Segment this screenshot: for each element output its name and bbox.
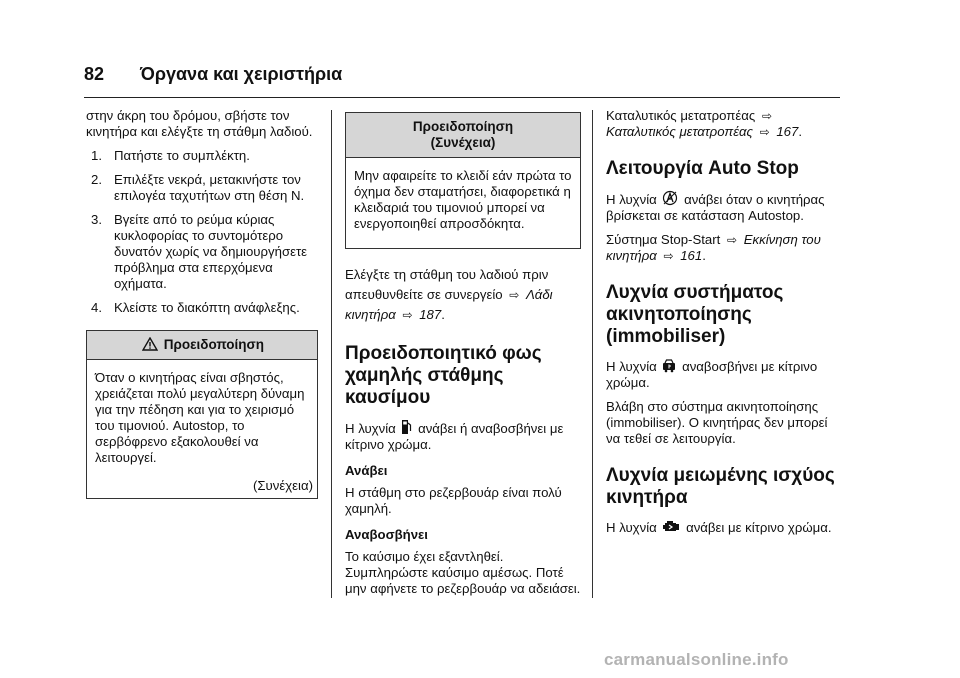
lit-text: Η στάθμη στο ρεζερβουάρ είναι πολύ χαμηλή. (345, 485, 562, 516)
column-left (86, 108, 318, 499)
header-rule (84, 97, 840, 98)
warning-triangle-icon (142, 337, 158, 351)
watermark: carmanualsonline.info (604, 650, 789, 669)
immobiliser-text (606, 358, 842, 391)
catalytic-text: Καταλυτικός μετατροπέας ⇨ Καταλυτικός μετατροπέας ⇨ 167. (606, 108, 803, 139)
list-item (86, 172, 318, 204)
fuel-text-start: Η λυχνία (345, 421, 396, 436)
autostop-text-end: ανάβει όταν ο κινητήρας βρίσκεται σε κατάσταση Autostop. (606, 192, 825, 223)
column-middle (345, 108, 581, 605)
column-divider (592, 110, 593, 598)
warning-title-continued: (Συνέχεια) (430, 135, 496, 150)
step-number: 3. (91, 212, 102, 227)
flash-heading: Αναβοσβήνει (345, 527, 428, 542)
step-number: 1. (91, 148, 102, 163)
warning-title: Προειδοποίηση (412, 119, 514, 134)
warning-box-header (346, 113, 580, 158)
reference-link[interactable]: Εκκίνηση του κινητήρα (606, 232, 821, 263)
reference-arrow-icon: ⇨ (761, 109, 772, 123)
immobiliser-text-start: Η λυχνία (606, 359, 657, 374)
step-text: Κλείστε το διακόπτη ανάφλεξης. (114, 300, 300, 315)
fuel-warning-heading: Προειδοποιητικό φως χαμηλής στάθμης καυσίμου (345, 343, 542, 408)
page-title: Όργανα και χειριστήρια (140, 64, 343, 84)
car-key-icon (662, 358, 676, 373)
reduced-power-heading: Λυχνία μειωμένης ισχύος κινητήρα (606, 465, 835, 508)
list-item (86, 212, 318, 292)
reference-arrow-icon: ⇨ (726, 233, 738, 247)
reduced-power-engine-icon (662, 519, 680, 534)
step-text: Πατήστε το συμπλέκτη. (114, 148, 250, 163)
autostop-text-start: Η λυχνία (606, 192, 657, 207)
step-number: 2. (91, 172, 102, 187)
reference-page[interactable]: 187 (419, 307, 442, 322)
column-right (606, 108, 842, 544)
reference-arrow-icon: ⇨ (402, 308, 413, 322)
reference-arrow-icon: ⇨ (663, 249, 674, 263)
continued-label: (Συνέχεια) (253, 478, 313, 493)
page-header (84, 64, 840, 98)
reduced-power-text-end: ανάβει με κίτρινο χρώμα. (686, 520, 832, 535)
warning-box-continued (345, 112, 581, 249)
warning-box-body (87, 360, 317, 478)
autostop-heading: Λειτουργία Auto Stop (606, 158, 799, 179)
autostop-a-icon (662, 190, 678, 206)
fuel-warning-text (345, 419, 581, 453)
reference-page[interactable]: 161 (680, 248, 703, 263)
reference-link[interactable]: Καταλυτικός μετατροπέας (606, 124, 753, 139)
catalytic-sentence: Καταλυτικός μετατροπέας (606, 108, 756, 123)
warning-box-body (346, 158, 580, 248)
warning-text: Όταν ο κινητήρας είναι σβηστός, χρειάζεται πολύ μεγαλύτερη δύναμη για την πέδηση και για το χειρισμό του τιμονιού. Autostop, το σερβόφρενο εξακολουθεί να λειτουργεί. (95, 370, 305, 465)
autostop-text (606, 190, 842, 224)
oil-check-text: Ελέγξτε τη στάθμη του λαδιού πριν απευθυνθείτε σε συνεργείο ⇨ Λάδι κινητήρα ⇨ 187. (345, 265, 581, 325)
warning-box (86, 330, 318, 499)
warning-text: Μην αφαιρείτε το κλειδί εάν πρώτα το όχημα δεν σταματήσει, διαφορετικά η κλειδαριά του τιμονιού μπορεί να ενεργοποιηθεί απροσδόκητα. (354, 168, 572, 231)
step-text: Βγείτε από το ρεύμα κύριας κυκλοφορίας το συντομότερο δυνατόν χωρίς να δημιουργήσετε πρόβλημα στα επερχόμενα οχήματα. (114, 212, 308, 291)
fuel-pump-icon (401, 419, 412, 435)
stopstart-text: Σύστημα Stop-Start ⇨ Εκκίνηση του κινητήρα ⇨ 161. (606, 232, 821, 263)
column-divider (331, 110, 332, 598)
reference-page[interactable]: 167 (776, 124, 799, 139)
page-number: 82 (84, 64, 105, 84)
oil-check-sentence: Ελέγξτε τη στάθμη του λαδιού πριν απευθυνθείτε σε συνεργείο (345, 267, 549, 302)
fuel-text-end: ανάβει ή αναβοσβήνει με κίτρινο χρώμα. (345, 421, 564, 452)
list-item (86, 300, 318, 316)
warning-box-header (87, 331, 317, 360)
reference-link[interactable]: Λάδι κινητήρα (345, 287, 553, 322)
reduced-power-text-start: Η λυχνία (606, 520, 657, 535)
steps-list (86, 148, 318, 316)
step-number: 4. (91, 300, 102, 315)
lit-heading: Ανάβει (345, 463, 388, 478)
immobiliser-heading: Λυχνία συστήματος ακινητοποίησης (immobiliser) (606, 282, 784, 347)
list-item (86, 148, 318, 164)
immobiliser-text-end: αναβοσβήνει με κίτρινο χρώμα. (606, 359, 818, 390)
warning-title: Προειδοποίηση (163, 337, 264, 352)
step-text: Επιλέξτε νεκρά, μετακινήστε τον επιλογέα ταχυτήτων στη θέση N. (114, 172, 305, 203)
stopstart-sentence: Σύστημα Stop-Start (606, 232, 721, 247)
immobiliser-fault-text: Βλάβη στο σύστημα ακινητοποίησης (immobiliser). Ο κινητήρας δεν μπορεί να τεθεί σε λειτουργία. (606, 399, 828, 446)
reference-arrow-icon: ⇨ (759, 125, 770, 139)
flash-text: Το καύσιμο έχει εξαντληθεί. Συμπληρώστε καύσιμο αμέσως. Ποτέ μην αφήνετε το ρεζερβουάρ να αδειάσει. (345, 549, 581, 596)
reference-arrow-icon: ⇨ (509, 288, 520, 302)
intro-text: στην άκρη του δρόμου, σβήστε τον κινητήρα και ελέγξτε τη στάθμη λαδιού. (86, 108, 313, 139)
reduced-power-text (606, 519, 842, 536)
